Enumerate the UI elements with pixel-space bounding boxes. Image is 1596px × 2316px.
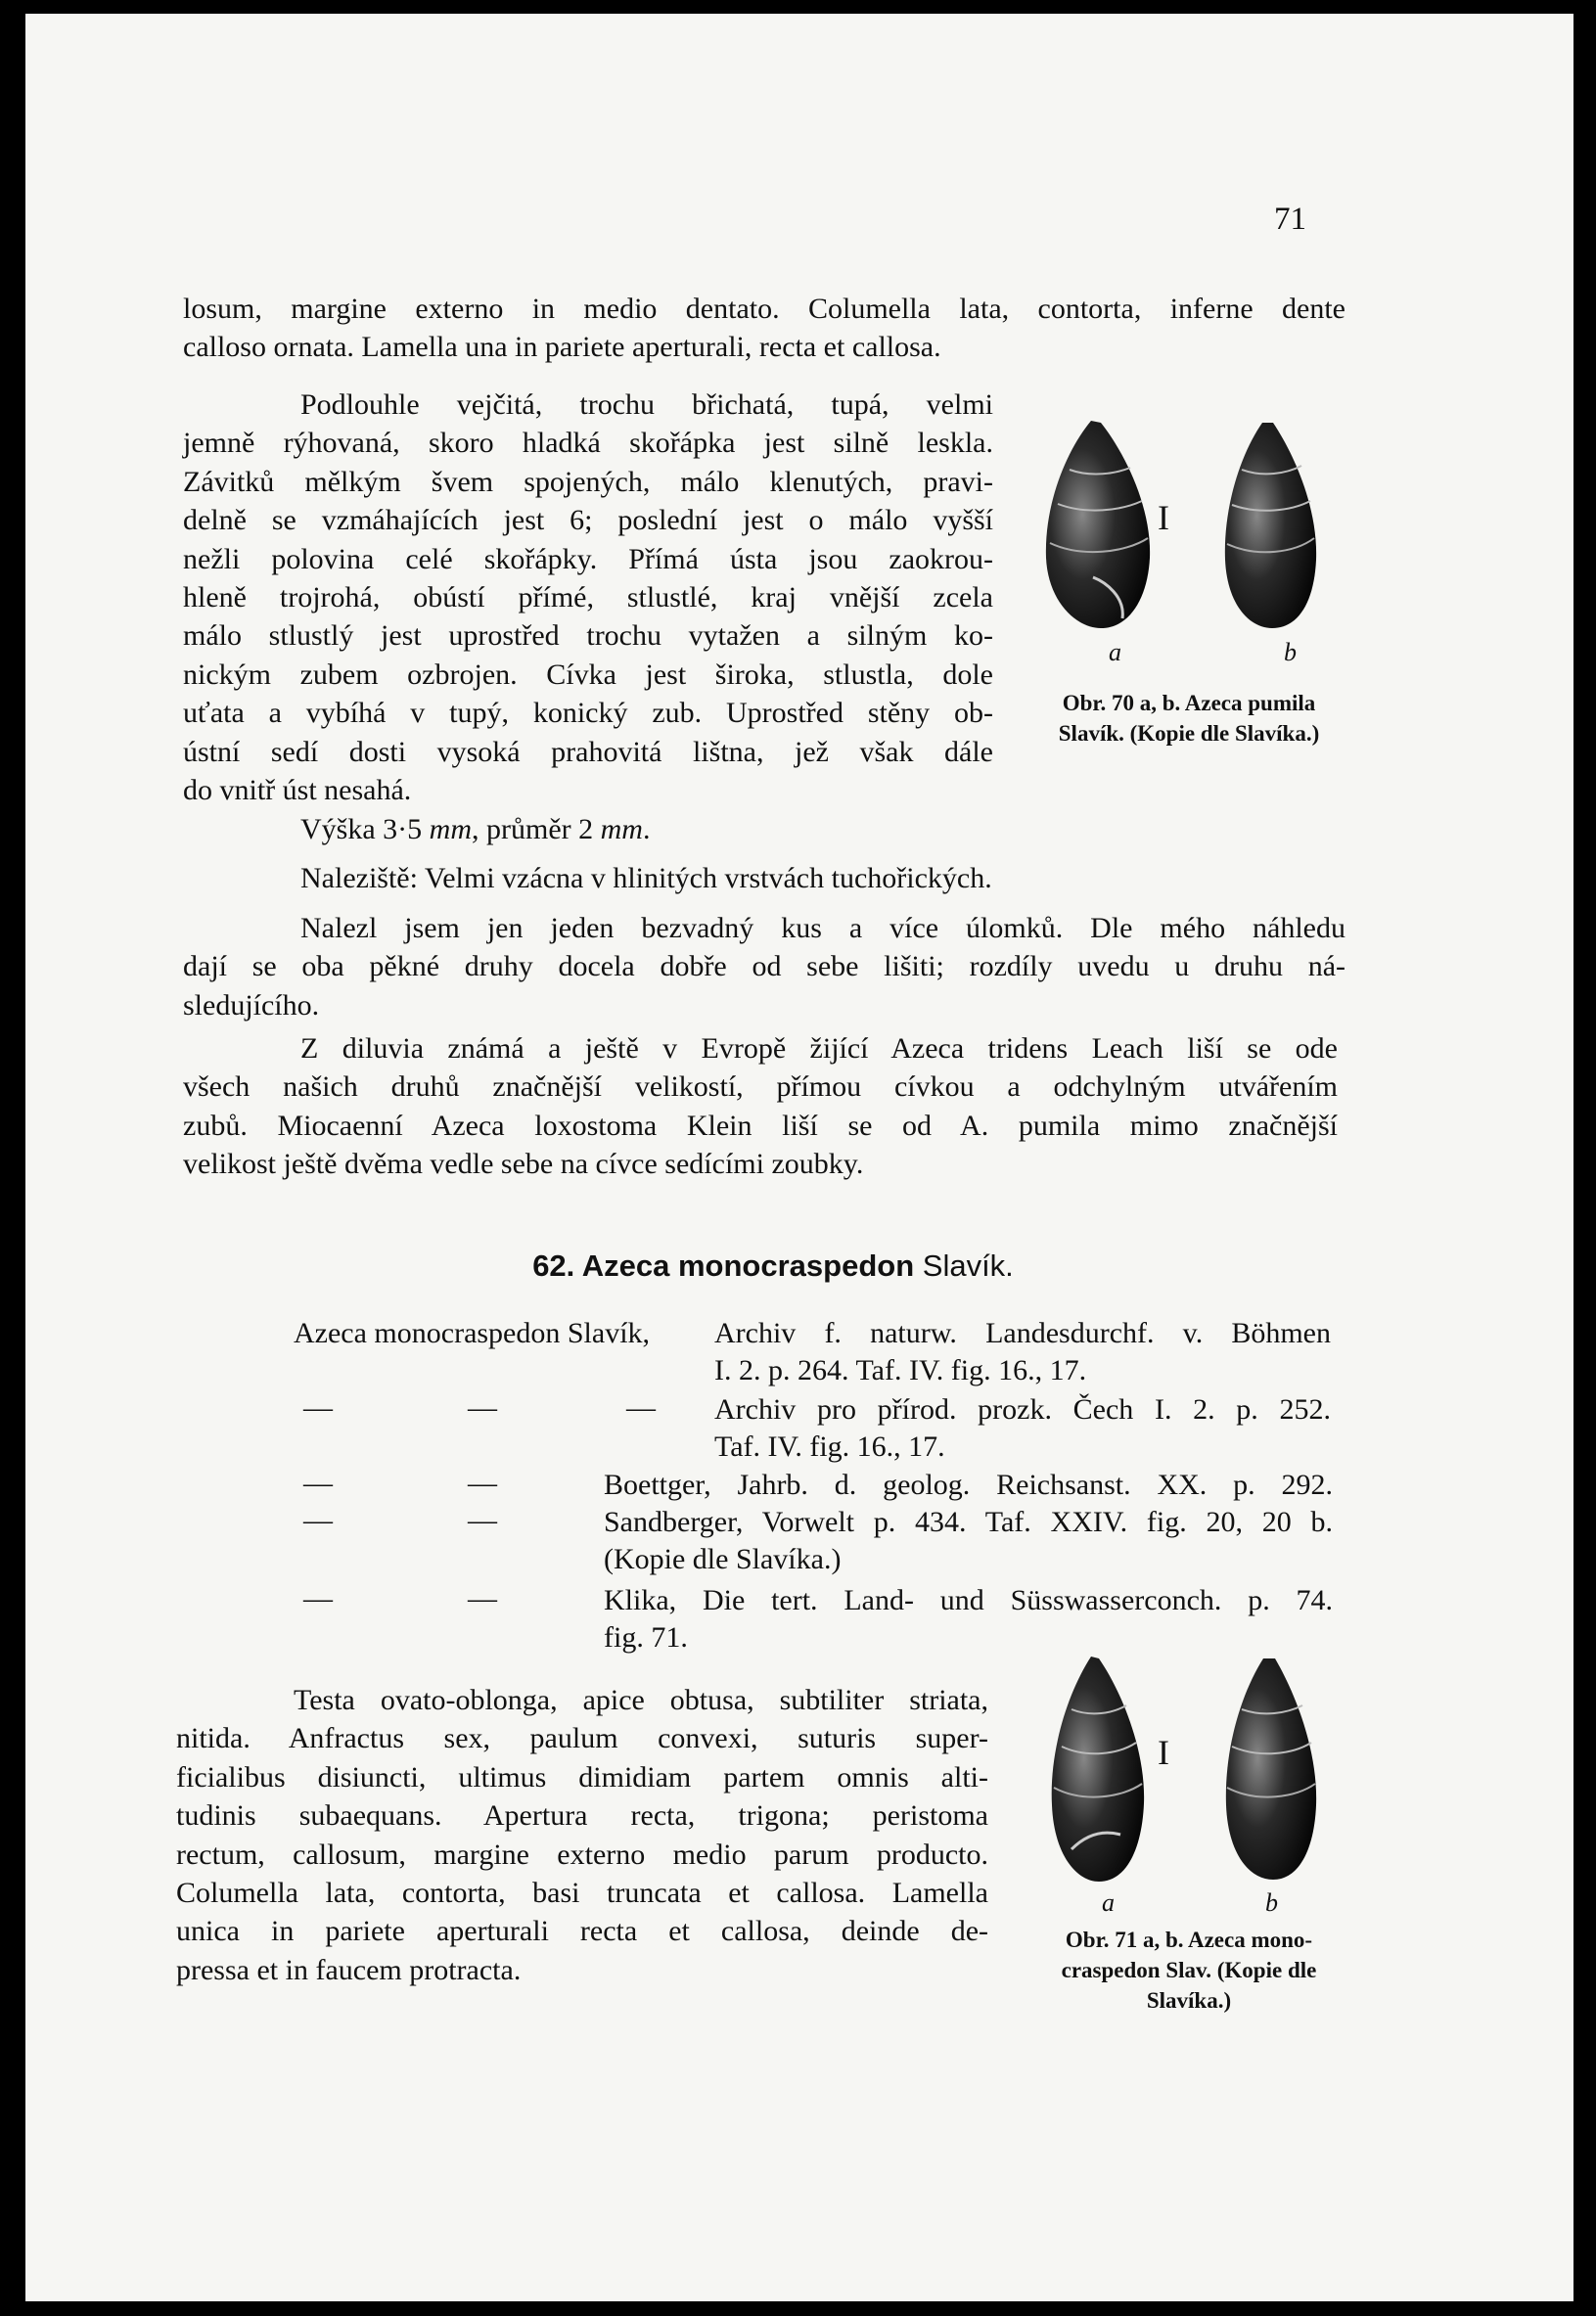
ditto-dash: — xyxy=(468,1504,497,1536)
ref-line: fig. 71. xyxy=(604,1621,688,1654)
ref-line: Archiv pro přírod. prozk. Čech I. 2. p. 252. xyxy=(714,1393,1331,1426)
ditto-dash: — xyxy=(303,1504,333,1536)
caption-line: Obr. 71 a, b. Azeca mono- xyxy=(1065,1928,1313,1952)
figure-70-caption xyxy=(1008,688,1370,749)
synonymy-ref xyxy=(714,1391,1331,1466)
text-line: jemně rýhovaná, skoro hladká skořápka jest silně leskla. xyxy=(183,427,993,460)
ref-line: Boettger, Jahrb. d. geolog. Reichsanst. XX. p. 292. xyxy=(604,1469,1333,1501)
text-line: Podlouhle vejčitá, trochu břichatá, tupá, velmi xyxy=(300,388,993,421)
text-line: tudinis subaequans. Apertura recta, trigona; peristoma xyxy=(176,1799,988,1833)
text-line: unica in pariete aperturali recta et callosa, deinde de- xyxy=(176,1915,988,1948)
text-line: Columella lata, contorta, basi truncata et callosa. Lamella xyxy=(176,1877,988,1910)
figure-70-label-a: a xyxy=(1109,638,1121,666)
text-line: zubů. Miocaenní Azeca loxostoma Klein liší se od A. pumila mimo značnější xyxy=(183,1109,1338,1142)
latin-description-62 xyxy=(176,1681,988,1989)
ref-line: Sandberger, Vorwelt p. 434. Taf. XXIV. fig. 20, 20 b. xyxy=(604,1506,1333,1538)
text-line: hleně trojrohá, obústí přímé, stlustlé, kraj vnější zcela xyxy=(183,581,993,614)
text-line: uťata a vybíhá v tupý, konický zub. Uprostřed stěny ob- xyxy=(183,697,993,730)
synonymy-ref xyxy=(604,1467,1333,1504)
diluvium-paragraph xyxy=(183,1029,1338,1184)
ditto-dash: — xyxy=(468,1467,497,1499)
ditto-dash: — xyxy=(303,1582,333,1614)
text-line: ficialibus disiuncti, ultimus dimidiam partem omnis alti- xyxy=(176,1760,988,1794)
text-line: nitida. Anfractus sex, paulum convexi, suturis super- xyxy=(176,1722,988,1755)
shell-70a xyxy=(1046,421,1150,628)
figure-71-label-a: a xyxy=(1102,1888,1115,1917)
text-line: málo stlustlý jest uprostřed trochu vytažen a silným ko- xyxy=(183,619,993,653)
size-prefix: Výška 3·5 xyxy=(300,813,430,845)
latin-description-continuation xyxy=(183,290,1345,367)
ditto-dash: — xyxy=(303,1467,333,1499)
species-name: Azeca monocraspedon xyxy=(581,1249,915,1283)
text-line: delně se vzmáhajících jest 6; poslední jest o málo vyšší xyxy=(183,504,993,537)
figure-70-shells xyxy=(1032,411,1355,636)
ref-line: Taf. IV. fig. 16., 17. xyxy=(714,1430,945,1463)
scale-mark-71: I xyxy=(1158,1733,1169,1772)
text-line: nežli polovina celé skořápky. Přímá ústa jsou zaokrou- xyxy=(183,542,993,575)
text-line: ústní sedí dosti vysoká prahovitá lištna, jež však dále xyxy=(183,735,993,768)
czech-description-61 xyxy=(183,386,993,809)
size-middle: , průměr 2 xyxy=(472,813,601,845)
size-unit: mm xyxy=(429,813,472,845)
shell-70b xyxy=(1225,423,1316,628)
text-line: velikost ještě dvěma vedle sebe na cívce sedícími zoubky. xyxy=(183,1148,864,1181)
ref-line: (Kopie dle Slavíka.) xyxy=(604,1543,842,1575)
ditto-dash: — xyxy=(468,1391,497,1424)
text-line: sledujícího. xyxy=(183,988,320,1022)
ref-line: Klika, Die tert. Land- und Süsswasserconch. p. 74. xyxy=(604,1584,1333,1616)
locality-line: Naleziště: Velmi vzácna v hlinitých vrstvách tuchořických. xyxy=(300,862,992,894)
caption-line: Obr. 70 a, b. Azeca pumila xyxy=(1062,691,1316,715)
synonymy-ref xyxy=(604,1504,1333,1578)
figure-71-label-b: b xyxy=(1265,1888,1278,1917)
caption-line: craspedon Slav. (Kopie dle xyxy=(1061,1958,1317,1982)
ditto-dash: — xyxy=(303,1391,333,1424)
text-line: losum, margine externo in medio dentato. Columella lata, contorta, inferne dente xyxy=(183,293,1345,325)
scale-mark-70: I xyxy=(1158,498,1169,537)
figure-71-shells xyxy=(1032,1649,1355,1888)
size-line xyxy=(300,810,1181,848)
caption-line: Slavík. (Kopie dle Slavíka.) xyxy=(1058,721,1320,746)
text-line: calloso ornata. Lamella una in pariete aperturali, recta et callosa. xyxy=(183,331,941,364)
shell-71a xyxy=(1052,1657,1144,1882)
ditto-dash: — xyxy=(626,1391,656,1424)
ref-line: Archiv f. naturw. Landesdurchf. v. Böhmen xyxy=(714,1317,1331,1349)
species-author: Slavík. xyxy=(922,1249,1014,1283)
shell-71b xyxy=(1226,1658,1316,1880)
text-line: nickým zubem ozbrojen. Cívka jest široka, stlustla, dole xyxy=(183,658,993,691)
ref-line: I. 2. p. 264. Taf. IV. fig. 16., 17. xyxy=(714,1354,1087,1386)
text-line: pressa et in faucem protracta. xyxy=(176,1953,522,1986)
figure-71-caption xyxy=(1008,1925,1370,2016)
text-line: Testa ovato-oblonga, apice obtusa, subtiliter striata, xyxy=(294,1684,988,1716)
text-line: Nalezl jsem jen jeden bezvadný kus a více úlomků. Dle mého náhledu xyxy=(300,912,1345,944)
text-line: rectum, callosum, margine externo medio parum producto. xyxy=(176,1838,988,1871)
text-line: dají se oba pěkné druhy docela dobře od sebe lišiti; rozdíly uvedu u druhu ná- xyxy=(183,950,1345,983)
size-suffix: . xyxy=(642,813,651,845)
synonymy-ref xyxy=(714,1315,1331,1389)
figure-70-label-b: b xyxy=(1284,638,1297,666)
species-number: 62. xyxy=(532,1249,575,1283)
page-number: 71 xyxy=(1274,202,1306,237)
text-line: do vnitř úst nesahá. xyxy=(183,774,412,807)
species-heading-62 xyxy=(479,1249,1067,1284)
size-unit: mm xyxy=(600,813,643,845)
text-line: Z diluvia známá a ještě v Evropě žijící Azeca tridens Leach liší se ode xyxy=(300,1032,1338,1065)
text-line: všech našich druhů značnější velikostí, přímou cívkou a odchylným utvářením xyxy=(183,1070,1338,1104)
caption-line: Slavíka.) xyxy=(1146,1988,1232,2013)
synonymy-ref xyxy=(604,1582,1333,1657)
ditto-dash: — xyxy=(468,1582,497,1614)
text-line: Závitků mělkým švem spojených, málo klenutých, pravi- xyxy=(183,465,993,498)
synonymy-lead: Azeca monocraspedon Slavík, xyxy=(294,1317,651,1349)
found-paragraph xyxy=(183,909,1345,1024)
